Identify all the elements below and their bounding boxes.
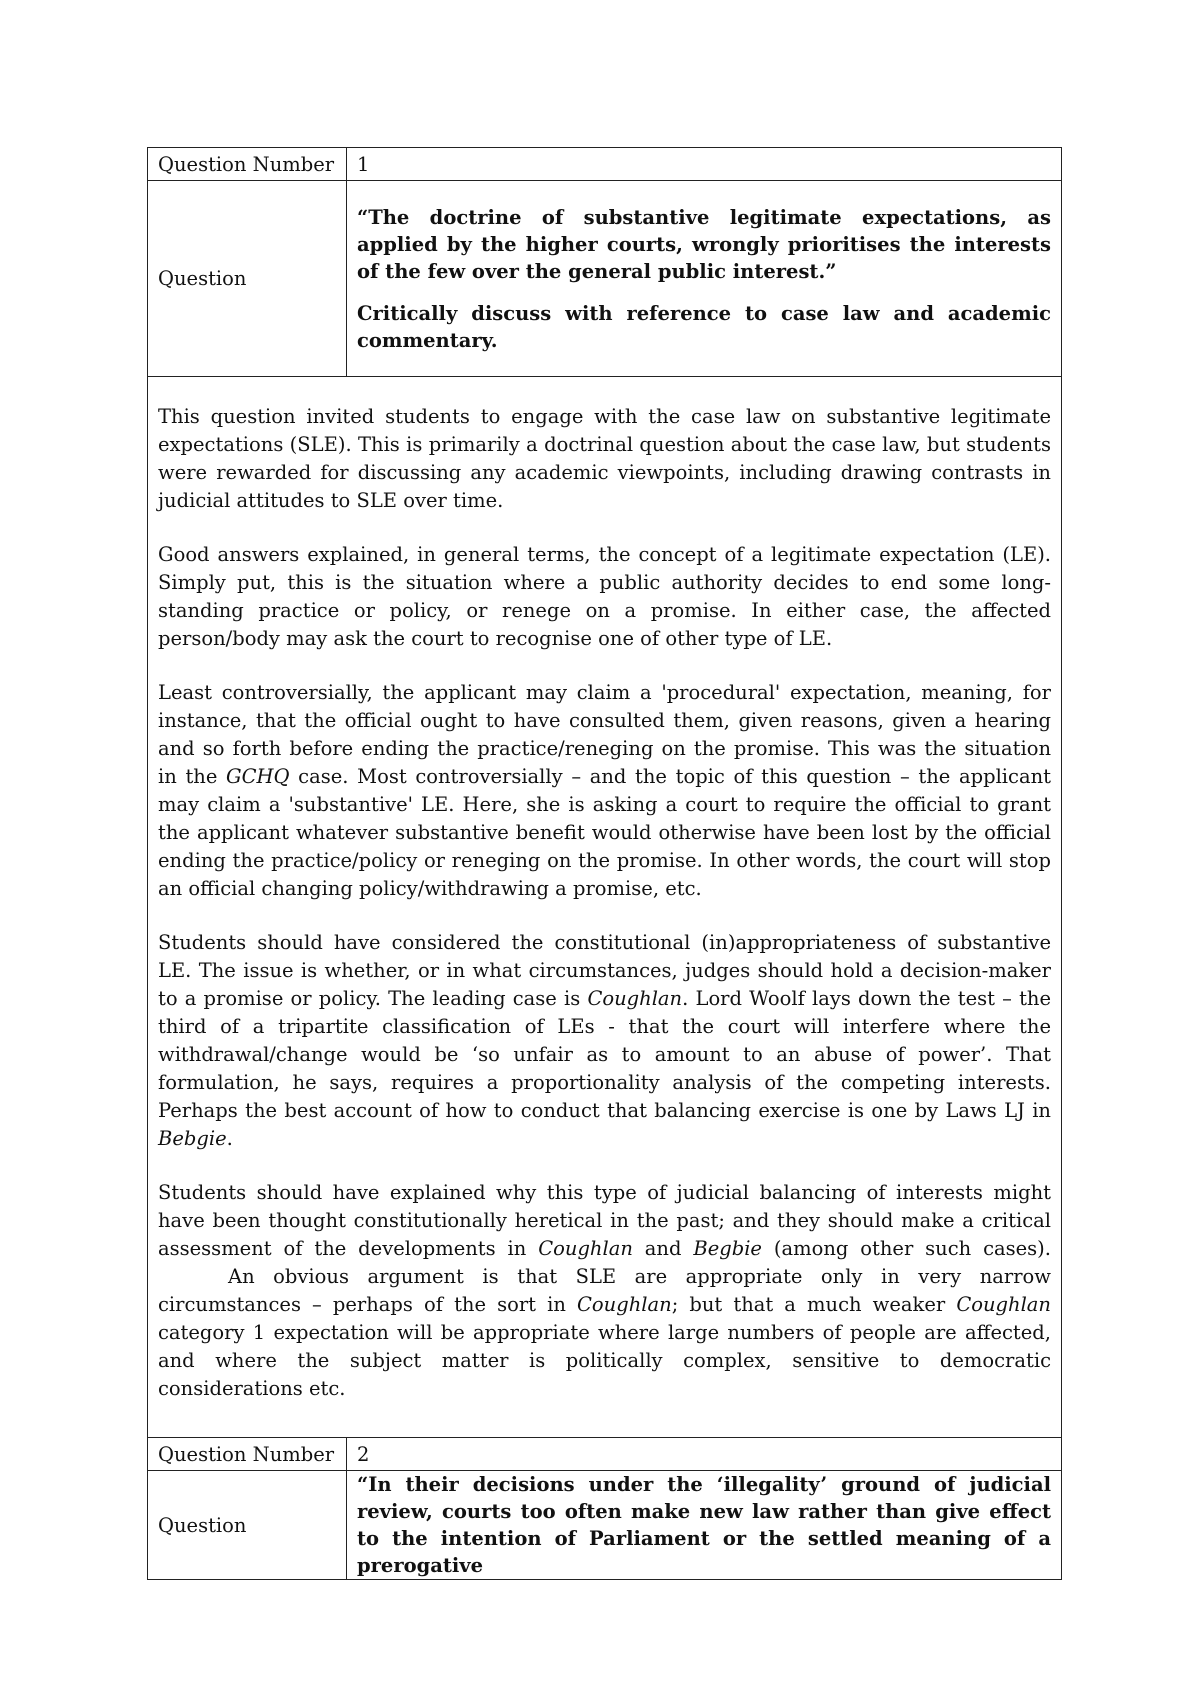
question-number-label: Question Number <box>148 1438 347 1471</box>
question-label: Question <box>148 1471 347 1580</box>
question-1-table <box>147 147 1062 1438</box>
question-statement: “In their decisions under the ‘illegality’ ground of judicial review, courts too often make new law rather than give effect to the intention of Parliament or the settled meaning of a prerogative <box>357 1473 1051 1577</box>
question-text <box>347 1471 1062 1580</box>
case-name: Bebgie <box>158 1127 227 1150</box>
question-text <box>347 181 1062 377</box>
question-number-value: 1 <box>347 148 1062 181</box>
commentary-paragraph: Least controversially, the applicant may claim a 'procedural' expectation, meaning, for instance, that the official ought to have consulted them, given reasons, given a hearing and so forth before ending the practice/reneging on the promise. This was the situation in the GCHQ case. Most controversially – and the topic of this question – the applicant may claim a 'substantive' LE. Here, she is asking a court to require the official to grant the applicant whatever substantive benefit would otherwise have been lost by the official ending the practice/policy or reneging on the promise. In other words, the court will stop an official changing policy/withdrawing a promise, etc. <box>158 681 1051 900</box>
case-name: Coughlan <box>577 1293 672 1316</box>
commentary-paragraph: Good answers explained, in general terms, the concept of a legitimate expectation (LE). Simply put, this is the situation where a public authority decides to end some long-standing practice or policy, or renege on a promise. In either case, the affected person/body may ask the court to recognise one of other type of LE. <box>158 543 1051 650</box>
case-name: Coughlan <box>956 1293 1051 1316</box>
question-statement: “The doctrine of substantive legitimate expectations, as applied by the higher courts, wrongly prioritises the interests of the few over the general public interest.” <box>357 205 1051 283</box>
question-number-label: Question Number <box>148 148 347 181</box>
question-label: Question <box>148 181 347 377</box>
question-2-table <box>147 1437 1062 1580</box>
case-name: Coughlan <box>587 987 683 1010</box>
case-name: GCHQ <box>226 765 290 788</box>
case-name: Begbie <box>693 1237 762 1260</box>
question-instruction: Critically discuss with reference to case law and academic commentary. <box>357 301 1051 352</box>
commentary-paragraph: Students should have considered the constitutional (in)appropriateness of substantive LE. The issue is whether, or in what circumstances, judges should hold a decision-maker to a promise or policy. The leading case is Coughlan. Lord Woolf lays down the test – the third of a tripartite classification of LEs - that the court will interfere where the withdrawal/change would be ‘so unfair as to amount to an abuse of power’. That formulation, he says, requires a proportionality analysis of the competing interests. Perhaps the best account of how to conduct that balancing exercise is one by Laws LJ in Bebgie. <box>158 931 1051 1150</box>
question-number-value: 2 <box>347 1438 1062 1471</box>
case-name: Coughlan <box>538 1237 633 1260</box>
commentary-paragraph: This question invited students to engage with the case law on substantive legitimate expectations (SLE). This is primarily a doctrinal question about the case law, but students were rewarded for discussing any academic viewpoints, including drawing contrasts in judicial attitudes to SLE over time. <box>158 405 1051 512</box>
examiner-commentary <box>148 377 1062 1438</box>
commentary-paragraph: Students should have explained why this type of judicial balancing of interests might have been thought constitutionally heretical in the past; and they should make a critical assessment of the developments in Coughlan and Begbie (among other such cases). An obvious argument is that SLE are appropriate only in very narrow circumstances – perhaps of the sort in Coughlan; but that a much weaker Coughlan category 1 expectation will be appropriate where large numbers of people are affected, and where the subject matter is politically complex, sensitive to democratic considerations etc. <box>158 1181 1051 1400</box>
